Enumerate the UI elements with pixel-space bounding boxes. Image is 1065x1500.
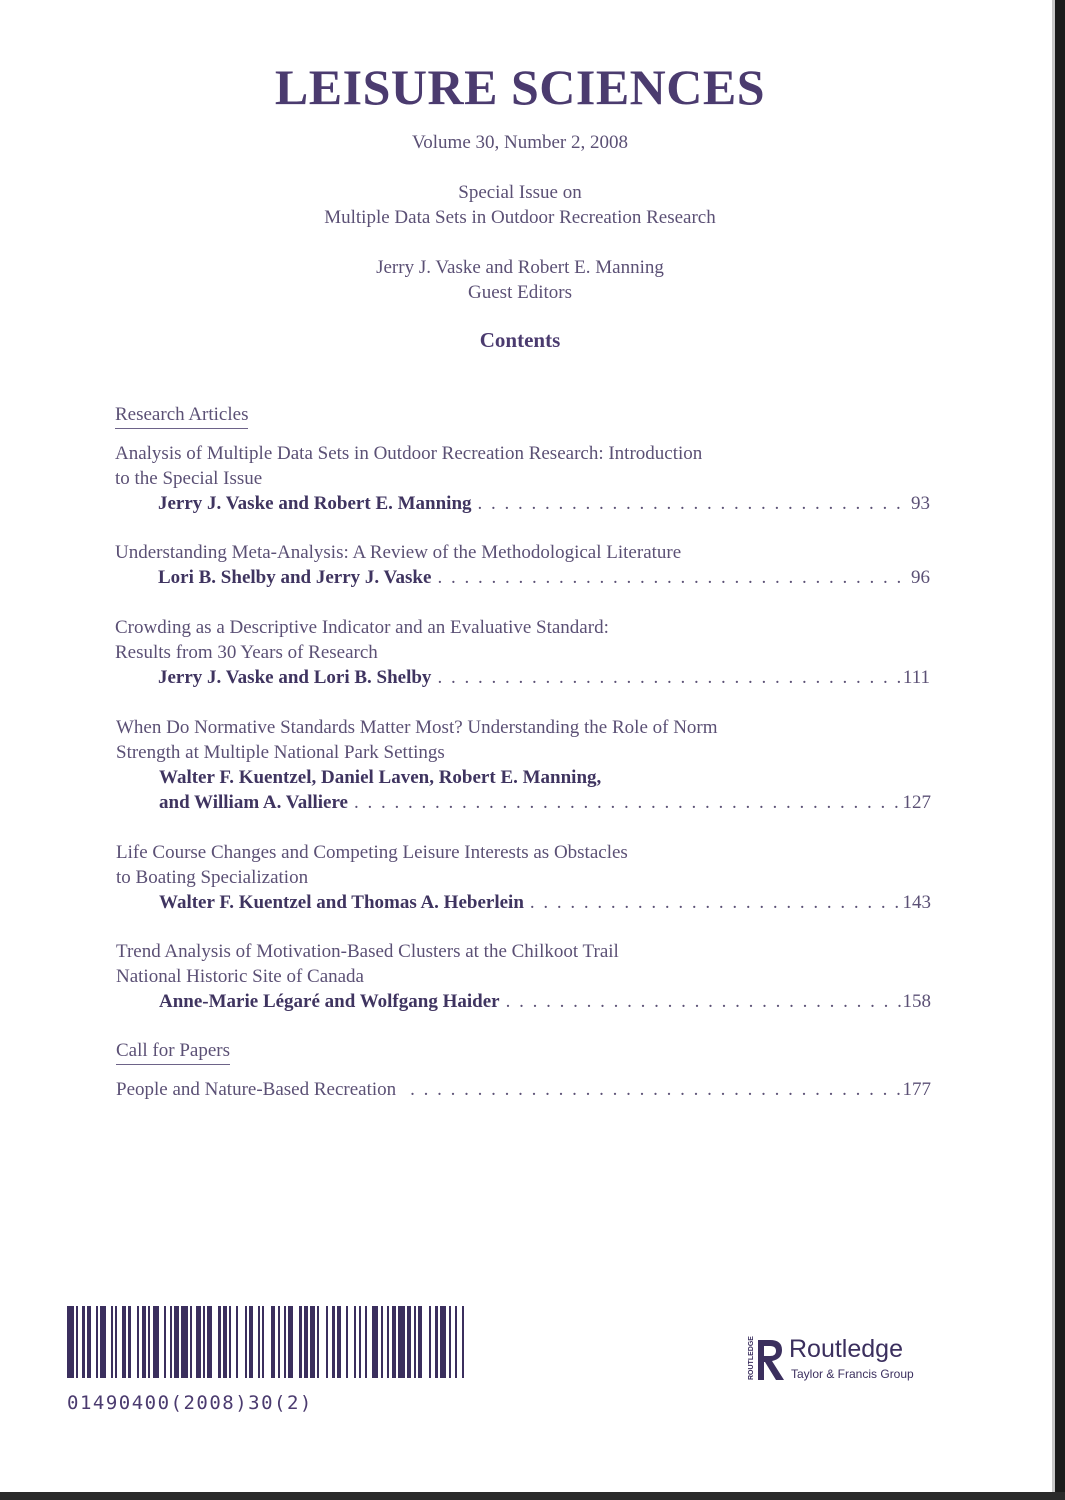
entry-title-line: Crowding as a Descriptive Indicator and an Evaluative Standard: — [115, 617, 609, 638]
entry-title-line: When Do Normative Standards Matter Most? Understanding the Role of Norm — [116, 717, 718, 738]
barcode-stripe — [181, 1306, 188, 1378]
dot-leader — [437, 565, 909, 590]
entry-title-line: Results from 30 Years of Research — [115, 642, 378, 663]
toc-entry[interactable] — [116, 939, 931, 1014]
barcode-stripe — [319, 1306, 326, 1378]
barcode-stripe — [398, 1306, 405, 1378]
page-bottom-edge — [0, 1492, 1065, 1500]
publisher-name: Routledge — [789, 1335, 903, 1363]
barcode-stripe — [422, 1306, 429, 1378]
dot-leader — [437, 665, 900, 690]
guest-editors-label: Guest Editors — [468, 282, 572, 303]
barcode — [67, 1306, 472, 1378]
barcode-number: 01490400(2008)30(2) — [67, 1392, 313, 1414]
section-research-articles: Research Articles — [115, 404, 248, 429]
entry-authors: Walter F. Kuentzel and Thomas A. Heberlein — [159, 892, 524, 913]
entry-title-line: National Historic Site of Canada — [116, 966, 364, 987]
entry-page-number: 127 — [902, 792, 931, 813]
special-issue-title: Multiple Data Sets in Outdoor Recreation Research — [324, 207, 716, 228]
entry-title-line: to the Special Issue — [115, 468, 263, 489]
entry-title-line: Analysis of Multiple Data Sets in Outdoor Recreation Research: Introduction — [115, 443, 703, 464]
entry-title-line: Life Course Changes and Competing Leisure Interests as Obstacles — [116, 842, 628, 863]
page-edge — [1055, 0, 1065, 1500]
entry-page-number: 143 — [902, 892, 931, 913]
entry-authors: Walter F. Kuentzel, Daniel Laven, Robert E. Manning, — [159, 767, 602, 788]
barcode-stripe — [67, 1306, 74, 1378]
entry-title-line: Understanding Meta-Analysis: A Review of the Methodological Literature — [115, 542, 682, 563]
barcode-stripe — [372, 1306, 379, 1378]
barcode-stripe — [464, 1306, 471, 1378]
barcode-stripe — [100, 1306, 107, 1378]
entry-authors: Jerry J. Vaske and Robert E. Manning — [158, 493, 472, 514]
entry-page-number: 93 — [911, 493, 930, 514]
entry-authors: Lori B. Shelby and Jerry J. Vaske — [158, 567, 432, 588]
toc-entry[interactable] — [115, 540, 930, 590]
barcode-stripe — [293, 1306, 300, 1378]
entry-page-number: 158 — [902, 991, 931, 1012]
barcode-stripe — [131, 1306, 138, 1378]
toc-entry[interactable] — [116, 715, 931, 815]
barcode-stripe — [348, 1306, 355, 1378]
barcode-stripe — [238, 1306, 245, 1378]
special-issue-label: Special Issue on — [458, 182, 582, 203]
entry-title-line: Strength at Multiple National Park Settings — [116, 742, 445, 763]
section-call-for-papers: Call for Papers — [116, 1040, 230, 1065]
entry-page-number: 96 — [911, 567, 930, 588]
barcode-stripe — [440, 1306, 447, 1378]
toc-entry[interactable] — [115, 615, 930, 690]
barcode-stripe — [264, 1306, 271, 1378]
entry-page-number: 177 — [902, 1079, 931, 1100]
entry-title-line: Trend Analysis of Motivation-Based Clusters at the Chilkoot Trail — [116, 941, 619, 962]
toc-entry[interactable] — [116, 840, 931, 915]
logo-vertical-text: ROUTLEDGE — [748, 1336, 755, 1380]
guest-editors-names: Jerry J. Vaske and Robert E. Manning — [376, 257, 664, 278]
dot-leader — [506, 989, 901, 1014]
entry-authors: Jerry J. Vaske and Lori B. Shelby — [158, 667, 432, 688]
entry-title-line: to Boating Specialization — [116, 867, 309, 888]
entry-page-number: 111 — [902, 667, 930, 688]
entry-title-line: People and Nature-Based Recreation — [116, 1079, 397, 1100]
dot-leader — [478, 491, 909, 516]
entry-authors: Anne-Marie Légaré and Wolfgang Haider — [159, 991, 500, 1012]
toc-entry[interactable] — [116, 1077, 931, 1102]
barcode-stripe — [212, 1306, 219, 1378]
volume-line: Volume 30, Number 2, 2008 — [411, 132, 629, 153]
publisher-group: Taylor & Francis Group — [791, 1367, 914, 1381]
journal-title: LEISURE SCIENCES — [274, 59, 766, 115]
dot-leader — [410, 1077, 900, 1102]
entry-authors: and William A. Valliere — [159, 792, 348, 813]
dot-leader — [530, 890, 901, 915]
dot-leader — [354, 790, 901, 815]
contents-heading: Contents — [479, 328, 561, 352]
logo-r-mark — [758, 1340, 784, 1380]
toc-entry[interactable] — [115, 441, 930, 516]
barcode-stripe — [153, 1306, 160, 1378]
